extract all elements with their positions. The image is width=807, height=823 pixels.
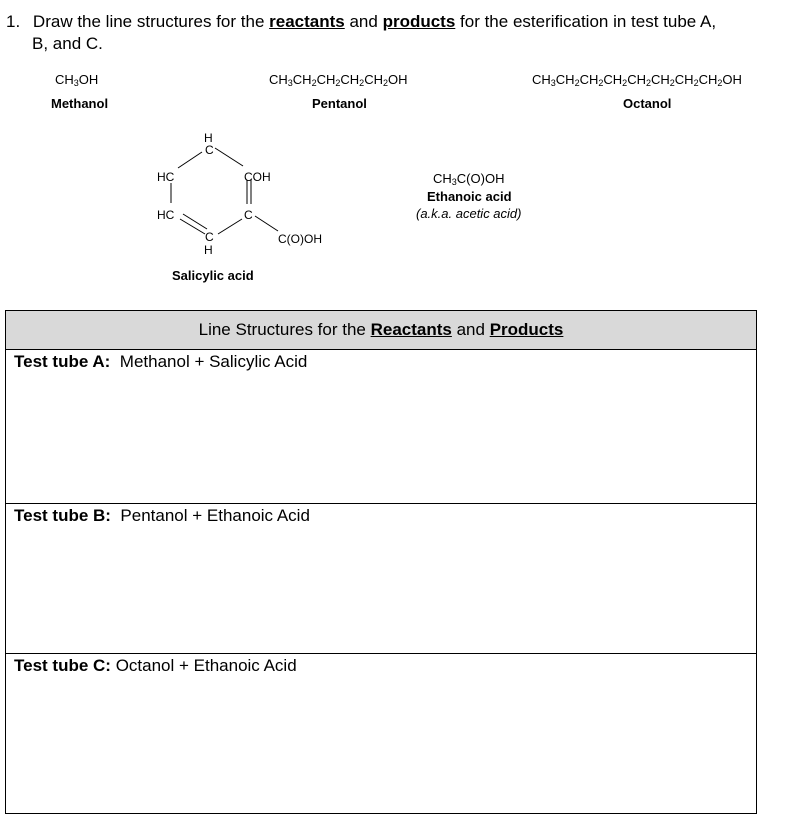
salicylic-c-right: C [244, 208, 253, 222]
row-b-title: Test tube B: [14, 506, 111, 525]
formula-subscript: 2 [311, 78, 317, 88]
formula-subscript: 2 [645, 78, 651, 88]
salicylic-bottom-h: H [204, 243, 213, 257]
pentanol-name: Pentanol [312, 96, 367, 111]
formula-part: CH [650, 72, 670, 87]
formula-part: CH [555, 72, 575, 87]
row-c-title: Test tube C: [14, 656, 111, 675]
row-b-content: Pentanol + Ethanoic Acid [110, 506, 310, 525]
question-number: 1. [6, 12, 21, 31]
salicylic-c-bottom: C [205, 230, 214, 244]
formula-part: CH [579, 72, 599, 87]
question-text [6, 11, 716, 33]
salicylic-top-c: C [205, 143, 214, 157]
formula-subscript: 3 [73, 78, 79, 88]
formula-part: CH [292, 72, 312, 87]
bond-line [218, 219, 242, 234]
table-header [6, 311, 756, 350]
formula-subscript: 2 [717, 78, 723, 88]
row-b-label [14, 506, 310, 526]
row-a-label [14, 352, 307, 372]
ethanoic-formula [433, 171, 504, 186]
formula-subscript: 2 [359, 78, 365, 88]
salicylic-cooh: C(O)OH [278, 232, 322, 246]
answer-table [5, 310, 757, 814]
formula-subscript: 2 [669, 78, 675, 88]
formula-subscript: 2 [382, 78, 388, 88]
formula-part: OH [78, 72, 99, 87]
formula-part: C(O)OH [456, 171, 505, 186]
formula-part: CH [269, 72, 288, 87]
row-test-tube-a[interactable] [6, 350, 756, 504]
formula-part: CH [674, 72, 694, 87]
row-test-tube-b[interactable] [6, 504, 756, 654]
and-word: and [344, 12, 383, 31]
row-a-title: Test tube A: [14, 352, 111, 371]
header-reactants: Reactants [370, 320, 452, 339]
octanol-name: Octanol [623, 96, 672, 111]
ethanoic-aka: (a.k.a. acetic acid) [416, 206, 522, 221]
formula-subscript: 3 [451, 177, 457, 187]
octanol-formula [532, 72, 742, 87]
question-line2: B, and C. [32, 34, 103, 53]
methanol-name: Methanol [51, 96, 109, 111]
bond-line [255, 216, 278, 231]
formula-part: CH [532, 72, 551, 87]
products-word: products [382, 12, 456, 31]
salicylic-name: Salicylic acid [172, 268, 254, 283]
formula-part: CH [627, 72, 646, 87]
formula-part: OH [722, 72, 742, 87]
formula-part: CH [698, 72, 718, 87]
formula-subscript: 3 [550, 78, 556, 88]
formula-part: OH [387, 72, 408, 87]
pentanol-formula [269, 72, 407, 87]
header-and: and [451, 320, 490, 339]
formula-part: CH [55, 72, 74, 87]
salicylic-coh: COH [244, 170, 271, 184]
salicylic-top-h: H [204, 131, 213, 145]
formula-subscript: 3 [287, 78, 293, 88]
row-c-label [14, 656, 297, 676]
header-products: Products [489, 320, 564, 339]
formula-subscript: 2 [574, 78, 580, 88]
bond-line [183, 214, 207, 229]
methanol-formula [55, 72, 98, 87]
salicylic-hc1: HC [157, 170, 175, 184]
formula-subscript: 2 [598, 78, 604, 88]
question-text-after: for the esterification in test tube A, [455, 12, 717, 31]
formula-subscript: 2 [622, 78, 628, 88]
reactants-word: reactants [269, 12, 345, 31]
formula-subscript: 2 [335, 78, 341, 88]
formula-part: CH [603, 72, 623, 87]
row-c-content: Octanol + Ethanoic Acid [110, 656, 297, 675]
row-test-tube-c[interactable] [6, 654, 756, 814]
formula-part: CH [364, 72, 383, 87]
formula-subscript: 2 [693, 78, 699, 88]
formula-part: CH [433, 171, 452, 186]
formula-part: CH [340, 72, 360, 87]
bond-line [178, 152, 202, 168]
bond-line [215, 148, 243, 166]
salicylic-acid-structure [140, 128, 340, 263]
formula-part: CH [316, 72, 336, 87]
bond-line [180, 219, 205, 234]
header-prefix: Line Structures for the [198, 320, 371, 339]
ethanoic-name: Ethanoic acid [427, 189, 512, 204]
salicylic-hc2: HC [157, 208, 175, 222]
row-a-content: Methanol + Salicylic Acid [110, 352, 308, 371]
question-text-before: Draw the line structures for the [32, 12, 270, 31]
